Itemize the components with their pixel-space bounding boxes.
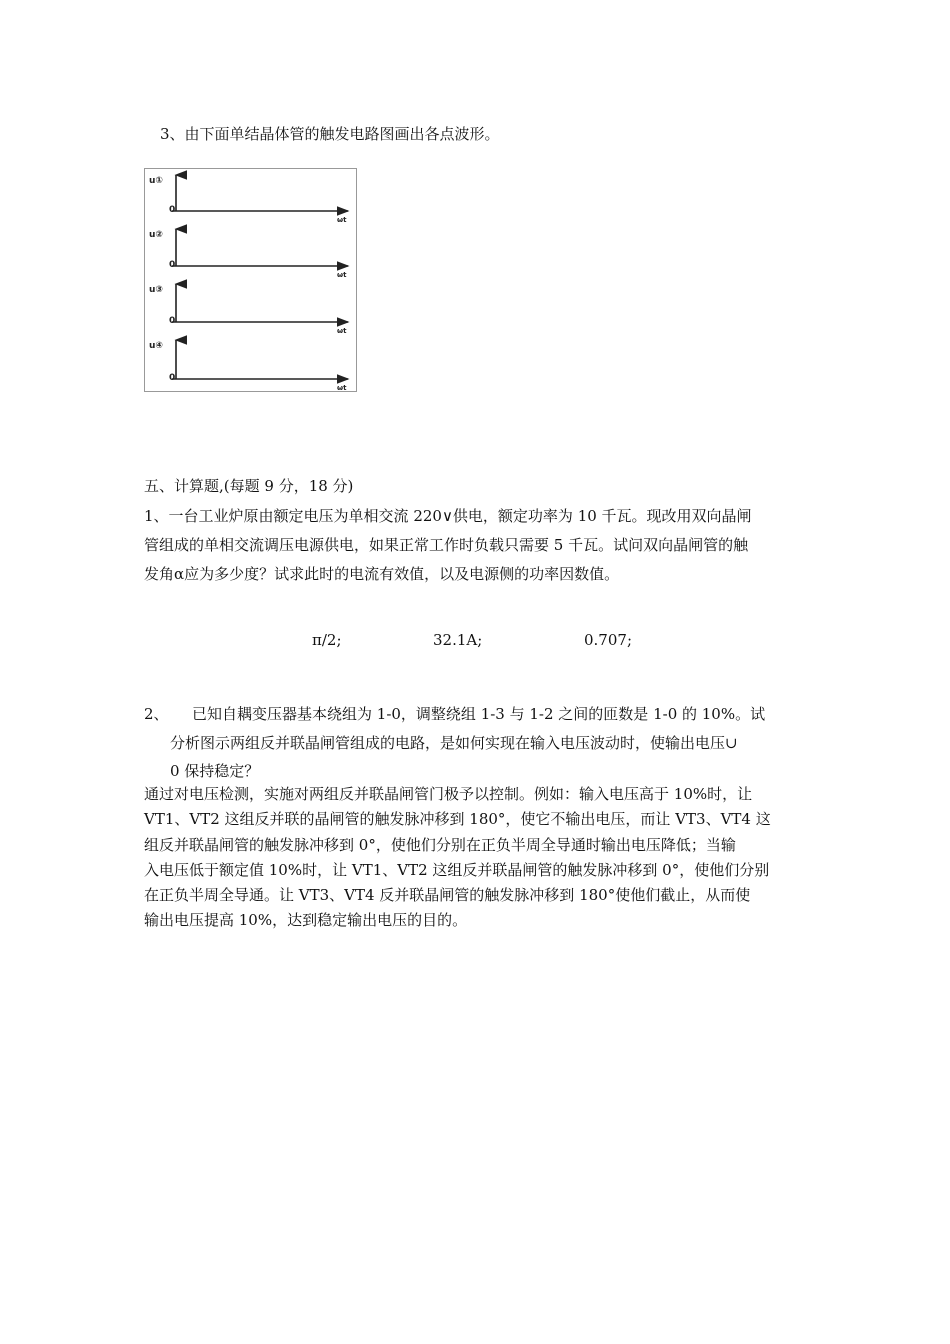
axis-label-1: u① (149, 176, 164, 186)
problem-2-answer-line-1: 通过对电压检测，实施对两组反并联晶闸管门极予以控制。例如：输入电压高于 10%时，让 (144, 785, 753, 803)
origin-label-2: 0 (169, 260, 176, 270)
problem-2-answer-line-6: 输出电压提高 10%，达到稳定输出电压的目的。 (144, 911, 468, 929)
problem-1-line-2: 管组成的单相交流调压电源供电，如果正常工作时负载只需要 5 千瓦。试问双向晶闸管的触 (144, 536, 749, 554)
problem-1-line-3: 发角α应为多少度？试求此时的电流有效值，以及电源侧的功率因数值。 (144, 565, 620, 583)
waveform-figure (144, 168, 357, 392)
origin-label-3: 0 (169, 316, 176, 326)
x-label-3: ωt (337, 327, 347, 335)
problem-2-line-2: 分析图示两组反并联晶闸管组成的电路，是如何实现在输入电压波动时，使输出电压∪ (170, 734, 738, 752)
origin-label-4: 0 (169, 373, 176, 383)
answer-power-factor: 0.707; (584, 631, 632, 649)
answer-alpha: π/2; (312, 631, 342, 649)
section-5-heading: 五、计算题,(每题 9 分，18 分) (144, 477, 354, 495)
problem-2-line-1: 已知自耦变压器基本绕组为 1-0，调整绕组 1-3 与 1-2 之间的匝数是 1-0 的 10%。试 (192, 705, 766, 723)
waveform-axes-svg (145, 169, 356, 391)
problem-2-line-3: 0 保持稳定？ (170, 762, 260, 780)
problem-2-answer-line-4: 入电压低于额定值 10%时，让 VT1、VT2 这组反并联晶闸管的触发脉冲移到 0°，使他们分别 (144, 861, 770, 879)
x-label-2: ωt (337, 271, 347, 279)
question-3-title: 3、由下面单结晶体管的触发电路图画出各点波形。 (160, 125, 500, 143)
problem-1-line-1: 1、一台工业炉原由额定电压为单相交流 220∨供电，额定功率为 10 千瓦。现改用双向晶闸 (144, 507, 752, 525)
axis-label-4: u④ (149, 341, 164, 351)
x-label-4: ωt (337, 384, 347, 391)
problem-2-answer-line-5: 在正负半周全导通。让 VT3、VT4 反并联晶闸管的触发脉冲移到 180°使他们截止，从而使 (144, 886, 751, 904)
problem-2-answer-line-3: 组反并联晶闸管的触发脉冲移到 0°，使他们分别在正负半周全导通时输出电压降低；当输 (144, 836, 736, 854)
origin-label-1: 0 (169, 205, 176, 215)
problem-2-answer-line-2: VT1、VT2 这组反并联的晶闸管的触发脉冲移到 180°，使它不输出电压，而让 VT3、VT4 这 (144, 810, 771, 828)
axis-label-2: u② (149, 230, 164, 240)
x-label-1: ωt (337, 216, 347, 224)
axis-label-3: u③ (149, 285, 164, 295)
problem-2-number: 2、 (144, 705, 169, 723)
answer-current: 32.1A; (433, 631, 483, 649)
